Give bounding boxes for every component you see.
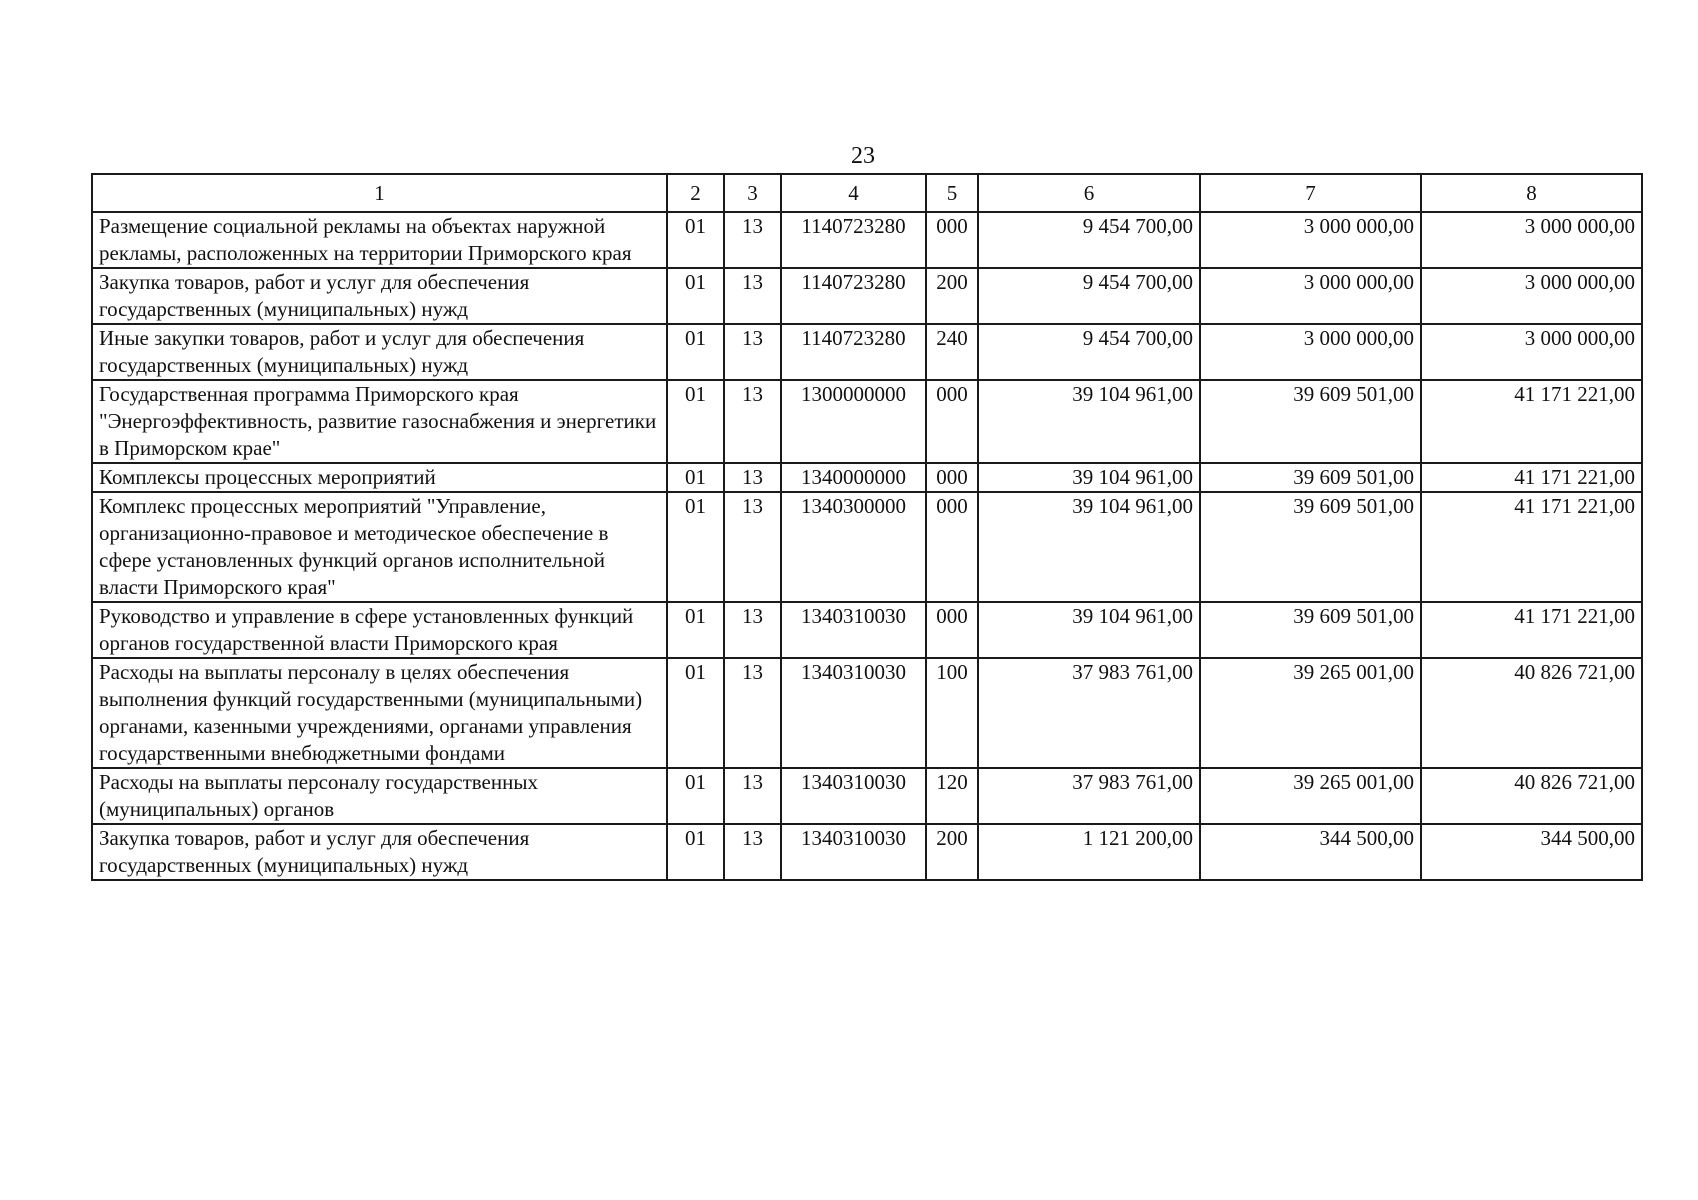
row-amount-year1: 9 454 700,00 [978,268,1200,324]
row-type: 000 [926,212,978,268]
row-section: 01 [667,602,724,658]
row-amount-year1: 39 104 961,00 [978,492,1200,602]
row-amount-year3: 41 171 221,00 [1421,463,1642,492]
row-name: Размещение социальной рекламы на объектах наружной рекламы, расположенных на территории Приморского края [92,212,667,268]
row-target: 1340000000 [781,463,926,492]
row-target: 1340300000 [781,492,926,602]
row-section: 01 [667,768,724,824]
row-amount-year2: 3 000 000,00 [1200,324,1421,380]
row-subsection: 13 [724,768,781,824]
column-header-6: 6 [978,174,1200,212]
row-amount-year1: 39 104 961,00 [978,602,1200,658]
row-name: Расходы на выплаты персоналу в целях обеспечения выполнения функций государственными (муниципальными) органами, казенными учреждениями, органами управления государственными внебюджетными фондами [92,658,667,768]
page-number: 23 [851,143,875,169]
table-row [92,463,1642,492]
row-name: Закупка товаров, работ и услуг для обеспечения государственных (муниципальных) нужд [92,824,667,880]
row-section: 01 [667,268,724,324]
row-subsection: 13 [724,602,781,658]
row-section: 01 [667,658,724,768]
row-type: 120 [926,768,978,824]
column-header-4: 4 [781,174,926,212]
row-type: 000 [926,380,978,463]
column-header-8: 8 [1421,174,1642,212]
row-amount-year1: 9 454 700,00 [978,212,1200,268]
row-amount-year1: 39 104 961,00 [978,463,1200,492]
row-subsection: 13 [724,463,781,492]
table-row [92,602,1642,658]
table-row [92,492,1642,602]
row-amount-year1: 37 983 761,00 [978,768,1200,824]
row-amount-year2: 344 500,00 [1200,824,1421,880]
row-subsection: 13 [724,492,781,602]
row-amount-year3: 3 000 000,00 [1421,324,1642,380]
row-type: 000 [926,492,978,602]
row-section: 01 [667,380,724,463]
row-target: 1340310030 [781,824,926,880]
row-amount-year2: 39 609 501,00 [1200,602,1421,658]
row-amount-year3: 41 171 221,00 [1421,492,1642,602]
row-section: 01 [667,824,724,880]
row-amount-year2: 39 265 001,00 [1200,658,1421,768]
row-subsection: 13 [724,212,781,268]
column-header-5: 5 [926,174,978,212]
row-amount-year2: 39 609 501,00 [1200,380,1421,463]
table-row [92,380,1642,463]
row-target: 1140723280 [781,212,926,268]
row-amount-year2: 3 000 000,00 [1200,212,1421,268]
row-subsection: 13 [724,824,781,880]
row-amount-year2: 39 609 501,00 [1200,492,1421,602]
row-amount-year3: 40 826 721,00 [1421,768,1642,824]
row-target: 1300000000 [781,380,926,463]
table-body [92,212,1642,880]
row-section: 01 [667,324,724,380]
row-type: 200 [926,824,978,880]
table-row [92,268,1642,324]
row-amount-year1: 9 454 700,00 [978,324,1200,380]
row-name: Закупка товаров, работ и услуг для обеспечения государственных (муниципальных) нужд [92,268,667,324]
row-amount-year3: 3 000 000,00 [1421,212,1642,268]
row-target: 1340310030 [781,602,926,658]
table-row [92,212,1642,268]
row-name: Государственная программа Приморского края "Энергоэффективность, развитие газоснабжения и энергетики в Приморском крае" [92,380,667,463]
row-name: Расходы на выплаты персоналу государственных (муниципальных) органов [92,768,667,824]
row-name: Руководство и управление в сфере установленных функций органов государственной власти Приморского края [92,602,667,658]
row-type: 240 [926,324,978,380]
table-row [92,324,1642,380]
row-type: 000 [926,463,978,492]
row-name: Комплексы процессных мероприятий [92,463,667,492]
row-section: 01 [667,463,724,492]
column-header-1: 1 [92,174,667,212]
row-subsection: 13 [724,380,781,463]
row-type: 200 [926,268,978,324]
row-amount-year3: 3 000 000,00 [1421,268,1642,324]
row-amount-year3: 344 500,00 [1421,824,1642,880]
row-amount-year1: 37 983 761,00 [978,658,1200,768]
column-header-7: 7 [1200,174,1421,212]
row-subsection: 13 [724,268,781,324]
row-subsection: 13 [724,324,781,380]
header-row [92,174,1642,212]
row-target: 1140723280 [781,268,926,324]
row-type: 000 [926,602,978,658]
row-target: 1340310030 [781,768,926,824]
row-target: 1140723280 [781,324,926,380]
table-row [92,824,1642,880]
row-amount-year2: 3 000 000,00 [1200,268,1421,324]
table-row [92,658,1642,768]
row-subsection: 13 [724,658,781,768]
row-amount-year3: 41 171 221,00 [1421,602,1642,658]
table-header [92,174,1642,212]
row-section: 01 [667,492,724,602]
row-name: Комплекс процессных мероприятий "Управление, организационно-правовое и методическое обеспечение в сфере установленных функций органов исполнительной власти Приморского края" [92,492,667,602]
row-section: 01 [667,212,724,268]
column-header-2: 2 [667,174,724,212]
row-target: 1340310030 [781,658,926,768]
row-amount-year3: 40 826 721,00 [1421,658,1642,768]
budget-table [91,173,1643,881]
row-amount-year3: 41 171 221,00 [1421,380,1642,463]
row-amount-year2: 39 609 501,00 [1200,463,1421,492]
row-type: 100 [926,658,978,768]
row-name: Иные закупки товаров, работ и услуг для обеспечения государственных (муниципальных) нужд [92,324,667,380]
row-amount-year1: 1 121 200,00 [978,824,1200,880]
row-amount-year2: 39 265 001,00 [1200,768,1421,824]
column-header-3: 3 [724,174,781,212]
table-row [92,768,1642,824]
row-amount-year1: 39 104 961,00 [978,380,1200,463]
